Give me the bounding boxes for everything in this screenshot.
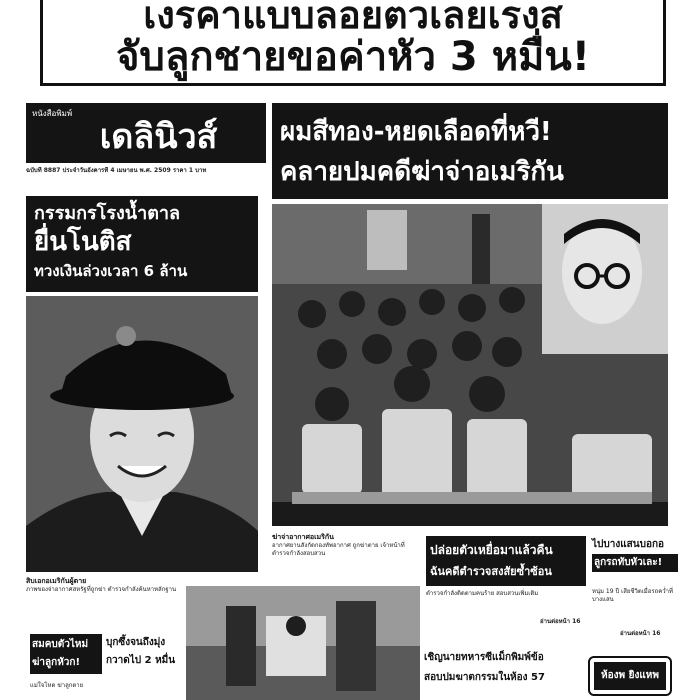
photo-caption-text: อากาศยานสังกัดกองทัพอากาศ ถูกฆ่าตาย เจ้าหน้าที่ตำรวจกำลังสอบสวน [272,542,405,557]
portrait-caption-title: สิบเอกอเมริกันผู้ตาย [26,577,87,585]
photo-caption-title: ฆ่าจ่าอากาศอเมริกัน [272,533,334,541]
bottom-photo [186,586,420,700]
masthead-tagline: หนังสือพิมพ์ [32,109,73,118]
portrait-caption-text: ภาพของจ่าอากาศสหรัฐที่ถูกฆ่า ตำรวจกำลังค้นหาหลักฐาน [26,586,177,593]
masthead [26,103,266,187]
photo-caption [272,532,422,584]
left-story-line2: ยื่นโนติส [34,227,132,257]
masthead-info: ฉบับที่ 8887 ประจำวันอังคารที่ 4 เมษายน พ.ศ. 2509 ราคา 1 บาท [26,167,207,174]
bottom-right-box-text: ห้องพ ยิงแหพ [594,662,666,690]
bottom-right-headline [424,648,584,700]
middle-story-text: ตำรวจกำลังติดตามคนร้าย สอบสวนเพิ่มเติม [426,590,539,597]
bottom-middle-headline1: บุกซึ้งจนถึงมุ่ง [106,637,166,648]
main-photo [272,204,668,526]
right-story-headline2: ลูกรถทับหัวเละ! [592,554,678,572]
right-story-text: หนุ่ม 19 ปี เสียชีวิตเมื่อรถคว่ำที่บางแสน [592,588,673,603]
bottom-right-headline2: สอบปมฆาตกรรมในห้อง 57 [424,672,545,683]
bottom-middle-headline2: กวาดไป 2 หมื่น [106,655,176,666]
right-story-headline [592,536,678,586]
top-banner-line1: เงรคาแบบลอยตวเลยเรงส [143,0,563,37]
top-banner-line2: จับลูกชายขอค่าหัว 3 หมื่น! [115,34,591,80]
right-story-headline1: ไปบางแสนบอกอ [592,539,665,550]
soldier-portrait-illustration [26,296,258,572]
bottom-left-headline1: สมคบตัวไหม่ [32,639,89,650]
bottom-right-box [588,656,672,696]
bottom-middle-headline [106,634,184,684]
main-headline [272,103,668,199]
masthead-name: เดลินิวส์ [99,117,218,157]
left-story-line1: กรรมกรโรงน้ำตาล [34,203,181,224]
middle-story-headline2: ฉันคดีตำรวจสงสัยซ้ำซ้อน [430,565,552,578]
left-story-line3: ทวงเงินล่วงเวลา 6 ล้าน [34,262,188,280]
crowd-photo-illustration [272,204,668,526]
bottom-left-text: แม่ใจโหด ฆ่าลูกตาย [30,682,84,689]
left-story-headline [26,196,258,292]
portrait-photo [26,296,258,572]
right-story-continued: อ่านต่อหน้า 16 [620,630,661,637]
middle-story-headline [426,536,586,586]
bottom-left-headline [30,634,102,674]
bottom-right-headline1: เชิญนายทหารซีแม็กพิมพ์ข้อ [424,652,544,663]
middle-story-continued: อ่านต่อหน้า 16 [540,618,581,625]
top-banner [40,0,666,86]
masthead-plate [26,103,266,163]
street-photo-illustration [186,586,420,700]
main-headline-line2: คลายปมคดีฆ่าจ่าอเมริกัน [280,157,564,187]
middle-story-headline1: ปล่อยตัวเหยื่อมาแล้วคืน [430,543,553,557]
main-headline-line1: ผมสีทอง-หยดเลือดที่หวี! [280,117,552,147]
bottom-left-headline2: ฆ่าลูกหัวก! [32,657,81,668]
